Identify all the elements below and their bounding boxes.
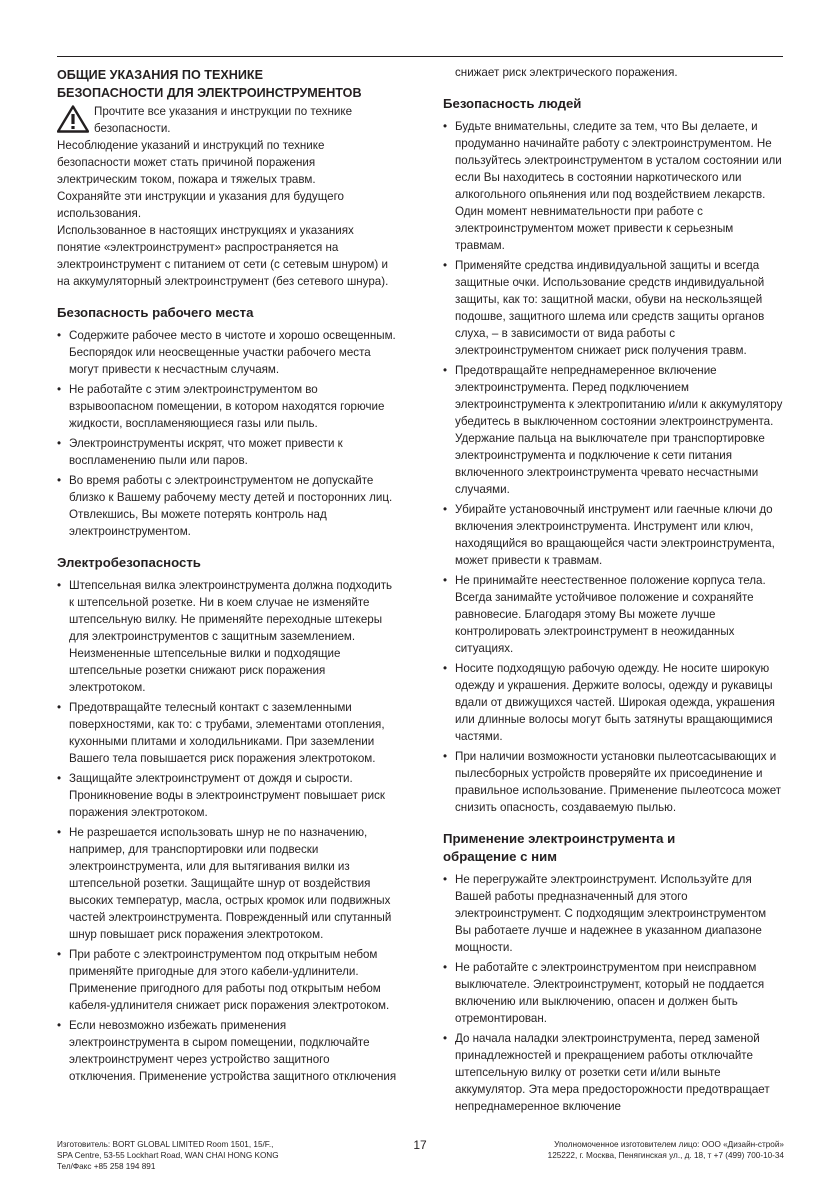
section-heading-electrical: Электробезопасность xyxy=(57,555,201,570)
list-item: • Носите подходящую рабочую одежду. Не носите широкую одежду и украшения. Держите волосы, одежду и рукавицы вдали от движущихся частей. Широкая одежда, украшения или длинные волосы могут быть затянуты вращающимися частями. xyxy=(443,660,783,745)
list-item: • Если невозможно избежать применения электроинструмента в сыром помещении, подключайте электроинструмент через устройство защитного отключения. Применение устройства защитного отключения xyxy=(57,1017,397,1085)
list-item: • Не перегружайте электроинструмент. Используйте для Вашей работы предназначенный для этого электроинструмент. С подходящим электроинструментом Вы работаете лучше и надежнее в указанном диапазоне мощности. xyxy=(443,871,783,956)
personal-list xyxy=(443,118,783,816)
section-heading-personal: Безопасность людей xyxy=(443,96,582,111)
left-column xyxy=(57,64,397,1088)
list-item: • Содержите рабочее место в чистоте и хорошо освещенным. Беспорядок или неосвещенные участки рабочего места могут привести к несчастным случаям. xyxy=(57,327,397,378)
list-item: • Не работайте с электроинструментом при неисправном выключателе. Электроинструмент, который не поддается включению или выключению, опасен и должен быть отремонтирован. xyxy=(443,959,783,1027)
main-title-line2: БЕЗОПАСНОСТИ ДЛЯ ЭЛЕКТРОИНСТРУМЕНТОВ xyxy=(57,85,362,100)
section-heading-tool-use xyxy=(443,830,783,866)
workplace-list xyxy=(57,327,397,540)
section-heading-line2: обращение с ним xyxy=(443,849,557,864)
continued-text: снижает риск электрического поражения. xyxy=(455,66,678,79)
footer-representative xyxy=(478,1139,784,1161)
list-item: • Будьте внимательны, следите за тем, что Вы делаете, и продуманно начинайте работу с электроинструментом. Не пользуйтесь электроинструментом в усталом состоянии или если Вы находитесь в состоянии наркотического или алкогольного опьянения или под воздействием лекарств. Один момент невнимательности при работе с электроинструментом может привести к серьезным травмам. xyxy=(443,118,783,254)
section-heading-line1: Применение электроинструмента и xyxy=(443,831,676,846)
list-item: • Не принимайте неестественное положение корпуса тела. Всегда занимайте устойчивое положение и сохраняйте равновесие. Благодаря этому Вы можете лучше контролировать электроинструмент в неожиданных ситуациях. xyxy=(443,572,783,657)
list-item: • Предотвращайте непреднамеренное включение электроинструмента. Перед подключением электроинструмента к электропитанию и/или к аккумулятору убедитесь в выключенном состоянии электроинструмента. Удержание пальца на выключателе при транспортировке электроинструмента и подключение к сети питания включенного электроинструмента чревато несчастными случаями. xyxy=(443,362,783,498)
list-item: • Не разрешается использовать шнур не по назначению, например, для транспортировки или подвески электроинструмента, или для вытягивания вилки из штепсельной розетки. Защищайте шнур от воздействия высоких температур, масла, острых кромок или подвижных частей электроинструмента. Поврежденный или спутанный шнур повышает риск поражения электротоком. xyxy=(57,824,397,943)
list-item: • До начала наладки электроинструмента, перед заменой принадлежностей и прекращением работы отключайте штепсельную вилку от розетки сети и/или выньте аккумулятор. Эта мера предосторожности предотвращает непреднамеренное включение xyxy=(443,1030,783,1115)
top-rule xyxy=(57,56,783,57)
list-item: • Убирайте установочный инструмент или гаечные ключи до включения электроинструмента. Инструмент или ключ, находящийся во вращающейся части электроинструмента, может привести к травмам. xyxy=(443,501,783,569)
list-item: • При наличии возможности установки пылеотсасывающих и пылесборных устройств проверяйте их присоединение и правильное использование. Применение пылеотсоса может снизить опасность, создаваемую пылью. xyxy=(443,748,783,816)
warning-block xyxy=(57,103,397,137)
intro-paragraph: Сохраняйте эти инструкции и указания для будущего использования. xyxy=(57,190,344,220)
right-column xyxy=(443,64,783,1118)
list-item: • Во время работы с электроинструментом не допускайте близко к Вашему рабочему месту детей и посторонних лиц. Отвлекшись, Вы можете потерять контроль над электроинструментом. xyxy=(57,472,397,540)
intro-paragraph: Использованное в настоящих инструкциях и указаниях понятие «электроинструмент» распространяется на электроинструмент с питанием от сети (с сетевым шнуром) и на аккумуляторный электроинструмент (без сетевого шнура). xyxy=(57,224,389,288)
footer-left-line: Тел/Факс +85 258 194 891 xyxy=(57,1162,156,1171)
list-item: • При работе с электроинструментом под открытым небом применяйте пригодные для этого кабели-удлинители. Применение пригодного для работы под открытым небом кабеля-удлинителя снижает риск поражения электротоком. xyxy=(57,946,397,1014)
list-item: • Предотвращайте телесный контакт с заземленными поверхностями, как то: с трубами, элементами отопления, кухонными плитами и холодильниками. При заземлении Вашего тела повышается риск поражения электротоком. xyxy=(57,699,397,767)
warning-triangle-icon xyxy=(57,105,89,133)
intro-paragraph: Несоблюдение указаний и инструкций по технике безопасности может стать причиной поражения электрическим током, пожара и тяжелых травм. xyxy=(57,139,325,186)
list-item: • Штепсельная вилка электроинструмента должна подходить к штепсельной розетке. Ни в коем случае не изменяйте штепсельную вилку. Не применяйте переходные штекеры для электроинструментов с защитным заземлением. Неизмененные штепсельные вилки и подходящие штепсельные розетки снижают риск поражения электротоком. xyxy=(57,577,397,696)
main-title xyxy=(57,67,397,102)
list-item: • Применяйте средства индивидуальной защиты и всегда защитные очки. Использование средств индивидуальной защиты, как то: защитной маски, обуви на нескользящей подошве, защитного шлема или средств защиты органов слуха, – в зависимости от вида работы с электроинструментом снижает риск получения травм. xyxy=(443,257,783,359)
electrical-list xyxy=(57,577,397,1085)
footer-right-line: 125222, г. Москва, Пенягинская ул., д. 18, т +7 (499) 700-10-34 xyxy=(547,1151,784,1160)
warning-text: Прочтите все указания и инструкции по технике безопасности. xyxy=(94,105,353,135)
list-item: • Электроинструменты искрят, что может привести к воспламенению пыли или паров. xyxy=(57,435,397,469)
footer-manufacturer xyxy=(57,1139,357,1172)
page-number: 17 xyxy=(413,1138,427,1152)
list-item: • Защищайте электроинструмент от дождя и сырости. Проникновение воды в электроинструмент повышает риск поражения электротоком. xyxy=(57,770,397,821)
tool-use-list xyxy=(443,871,783,1115)
footer-right-line: Уполномоченное изготовителем лицо: ООО «Дизайн-строй» xyxy=(554,1140,784,1149)
list-item: • Не работайте с этим электроинструментом во взрывоопасном помещении, в котором находятся горючие жидкости, воспламеняющиеся газы или пыль. xyxy=(57,381,397,432)
footer-left-line: SPA Centre, 53-55 Lockhart Road, WAN CHAI HONG KONG xyxy=(57,1151,279,1160)
footer-left-line: Изготовитель: BORT GLOBAL LIMITED Room 1501, 15/F., xyxy=(57,1140,274,1149)
main-title-line1: ОБЩИЕ УКАЗАНИЯ ПО ТЕХНИКЕ xyxy=(57,68,264,82)
section-heading-workplace: Безопасность рабочего места xyxy=(57,305,254,320)
